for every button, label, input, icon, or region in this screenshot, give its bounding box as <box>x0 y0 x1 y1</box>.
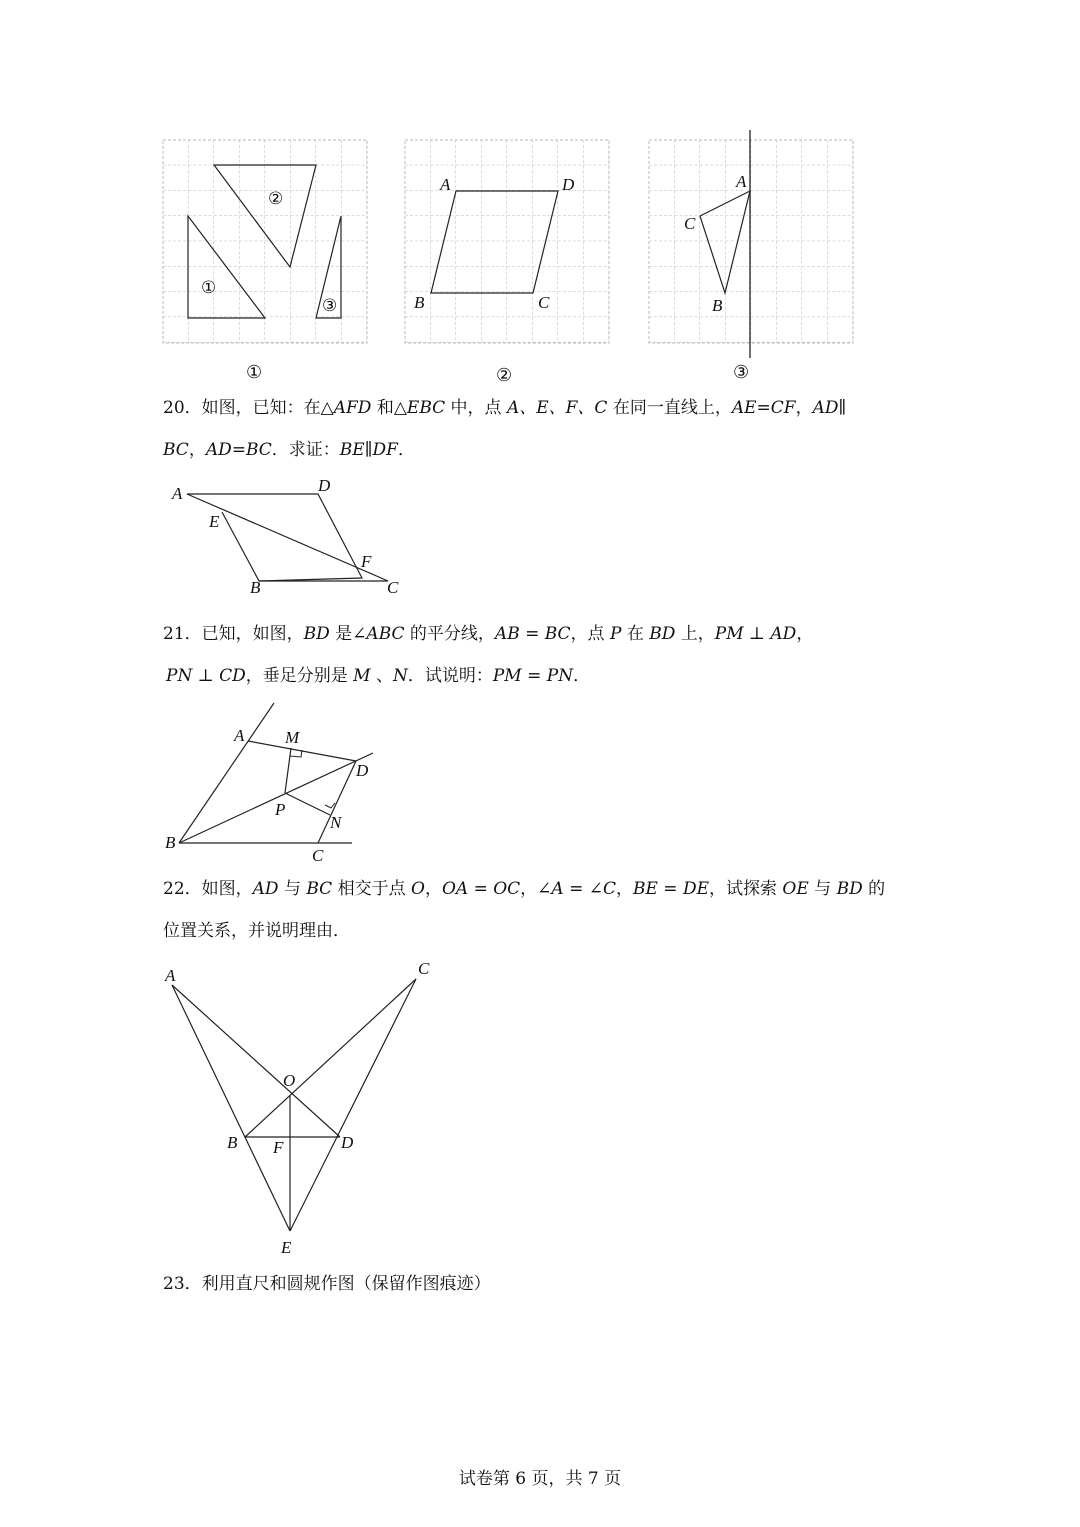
label-N: N <box>330 813 342 832</box>
q23-line: 23．利用直尺和圆规作图（保留作图痕迹） <box>163 1274 491 1294</box>
grid-figure-1 <box>163 140 367 343</box>
label-B: B <box>250 578 261 597</box>
q22-line-1: 22．如图，AD 与 BC 相交于点 O，OA = OC，∠A = ∠C，BE = DE，试探索 OE 与 BD 的 <box>163 879 886 899</box>
label-E: E <box>281 1238 292 1257</box>
grid-figure-3 <box>649 130 853 358</box>
label-F: F <box>273 1138 284 1157</box>
q22-figure <box>160 955 450 1260</box>
q21-line-2: PN ⊥ CD，垂足分别是 M 、N．试说明：PM = PN． <box>166 666 591 686</box>
caption-3: ③ <box>733 362 750 382</box>
label-A: A <box>234 726 245 745</box>
label-C: C <box>312 846 324 865</box>
label-C: C <box>684 214 696 233</box>
label-P: P <box>275 800 286 819</box>
label-B: B <box>712 296 723 315</box>
shape-label-2: ② <box>268 189 284 208</box>
label-A: A <box>172 484 183 503</box>
label-D: D <box>341 1133 354 1152</box>
label-A: A <box>736 172 747 191</box>
q21-line-1: 21．已知，如图，BD 是∠ABC 的平分线，AB = BC，点 P 在 BD 上，PM ⊥ AD， <box>163 624 814 644</box>
label-D: D <box>356 761 369 780</box>
q20-figure <box>160 470 420 600</box>
label-A: A <box>440 175 451 194</box>
label-C: C <box>387 578 399 597</box>
label-D: D <box>318 476 331 495</box>
caption-2: ② <box>496 365 513 385</box>
label-B: B <box>165 833 176 852</box>
shape-label-3: ③ <box>322 296 338 315</box>
label-M: M <box>285 728 300 747</box>
caption-1: ① <box>246 362 263 382</box>
q21-figure <box>160 695 400 870</box>
q20-line-1: 20．如图，已知：在△AFD 和△EBC 中，点 A、E、F、C 在同一直线上，AE=CF，AD∥ <box>163 398 847 418</box>
label-A: A <box>165 966 176 985</box>
label-F: F <box>361 552 372 571</box>
label-E: E <box>209 512 220 531</box>
label-B: B <box>414 293 425 312</box>
q22-line-2: 位置关系，并说明理由． <box>163 921 350 941</box>
grid-figure-2 <box>405 140 609 343</box>
label-O: O <box>283 1071 296 1090</box>
label-B: B <box>227 1133 238 1152</box>
label-C: C <box>418 959 430 978</box>
page-footer: 试卷第 6 页，共 7 页 <box>458 1469 622 1489</box>
shape-label-1: ① <box>201 278 217 297</box>
grid-figures <box>0 0 1080 400</box>
label-C: C <box>538 293 550 312</box>
q20-line-2: BC，AD=BC．求证：BE∥DF． <box>163 440 415 460</box>
label-D: D <box>562 175 575 194</box>
